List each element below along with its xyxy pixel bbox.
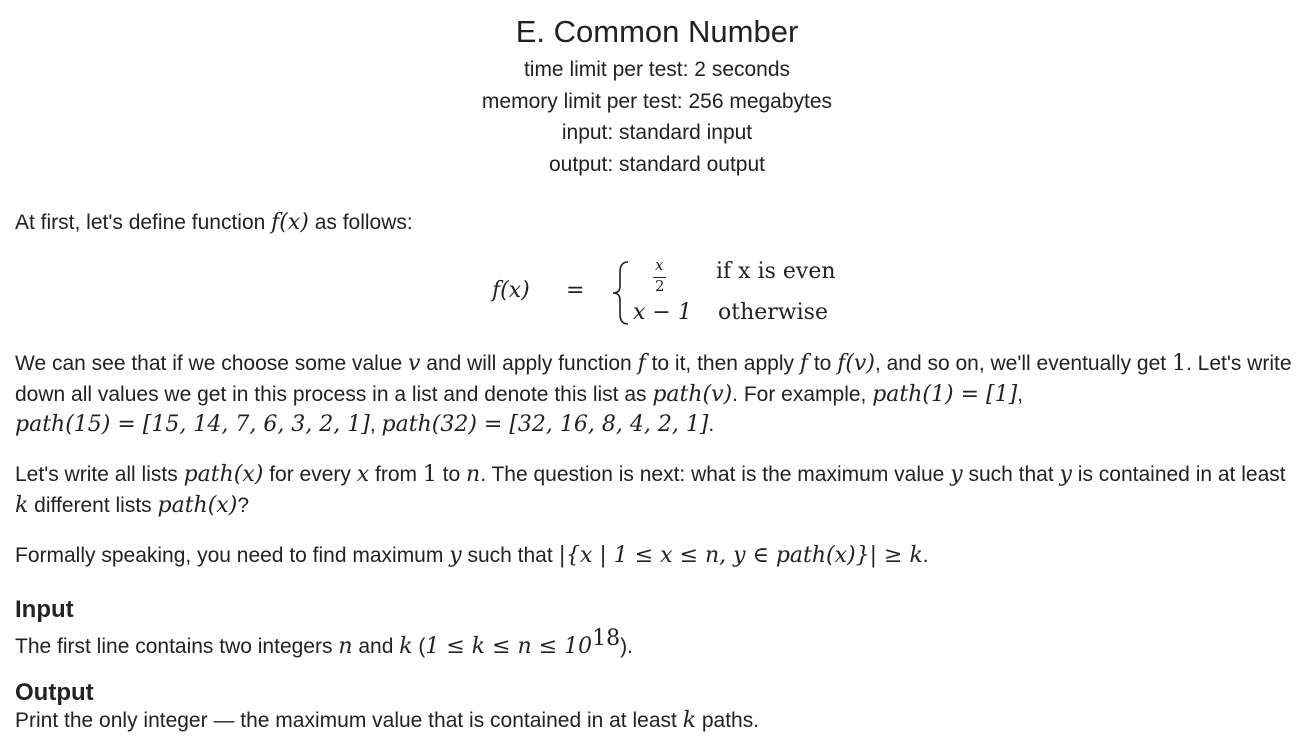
math-constraint: 1 ≤ k ≤ n ≤ 10 (425, 634, 593, 659)
math-set-expression: |{x | 1 ≤ x ≤ n, y ∈ path(x)}| ≥ k (558, 543, 923, 568)
math-n: n (338, 634, 353, 659)
math-y: y (449, 543, 462, 568)
math-pathx: path(x) (157, 492, 238, 518)
memory-limit: memory limit per test: 256 megabytes (481, 89, 833, 113)
case2-condition: otherwise (718, 300, 828, 325)
formula-equals: = (566, 278, 585, 303)
paragraph-question: Let's write all lists path(x) for every x from 1 to n. The question is next: what is the maximum value y such that y is contained in at least k different lists path(x)? (15, 462, 1286, 518)
input-description: The first line contains two integers n and k $(1 \le k \le n \le 10^{18})$. (15, 626, 633, 659)
math-k: k (15, 492, 29, 518)
formula-lhs: f(x) (492, 278, 530, 303)
math-pathx: path(x) (183, 462, 264, 487)
input-spec: input: standard input (561, 121, 753, 144)
math-one: 1 (422, 462, 437, 487)
case1-numerator: x (655, 256, 664, 274)
piecewise-formula (490, 256, 850, 328)
math-f: f (637, 351, 646, 376)
input-heading: Input (15, 596, 74, 623)
math-f: f (799, 351, 808, 376)
math-k: k (399, 634, 413, 659)
case1-denominator: 2 (655, 277, 665, 295)
math-v: v (408, 351, 421, 376)
math-example-32: path(32) = [32, 16, 8, 4, 2, 1] (381, 412, 709, 437)
intro-paragraph: At first, let's define function f(x) as follows: (15, 210, 413, 235)
math-pathv: path(v) (652, 381, 733, 407)
problem-title: E. Common Number (515, 14, 799, 49)
math-x: x (356, 462, 370, 487)
math-y: y (950, 462, 963, 487)
math-one: 1 (1171, 351, 1186, 376)
math-example-15: path(15) = [15, 14, 7, 6, 3, 2, 1] (15, 412, 370, 437)
math-n: n (466, 462, 481, 487)
math-k: k (682, 708, 697, 733)
math-example-1: path(1) = [1] (872, 381, 1018, 407)
math-exponent: 18 (592, 626, 621, 651)
output-heading: Output (15, 679, 94, 706)
output-spec: output: standard output (549, 152, 765, 176)
math-fx: f(x) (271, 210, 309, 235)
case1-condition: if x is even (716, 259, 836, 284)
time-limit: time limit per test: 2 seconds (523, 58, 791, 81)
left-brace (610, 260, 632, 326)
math-y: y (1059, 462, 1072, 487)
case2-value: x − 1 (633, 300, 692, 325)
problem-header (0, 0, 1314, 180)
paragraph-formal: Formally speaking, you need to find maximum y such that |{x | 1 ≤ x ≤ n, y ∈ path(x)}| ≥ k. (15, 543, 929, 568)
paragraph-path-definition: We can see that if we choose some value v and will apply function f to it, then apply f to f(v), and so on, we'll eventually get 1. Let's write down all values we get in this process in a list and denote this list as path(v). For example, path(1) = [1], path(15) = [15, 14, 7, 6, 3, 2, 1], path(32) = [32, 16, 8, 4, 2, 1]. (15, 351, 1292, 437)
output-description: Print the only integer — the maximum value that is contained in at least k paths. (15, 708, 760, 733)
math-fv: f(v) (837, 351, 875, 376)
